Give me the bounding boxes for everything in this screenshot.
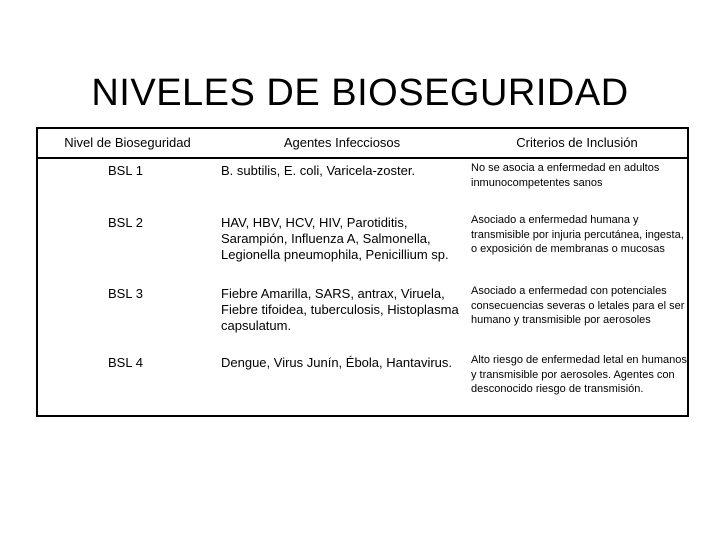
table-row-bsl1 (37, 158, 688, 211)
agents-cell: Fiebre Amarilla, SARS, antrax, Viruela, Fiebre tifoidea, tuberculosis, Histoplasma capsulatum. (221, 286, 459, 333)
header-agents: Agentes Infecciosos (217, 128, 467, 158)
criteria-cell: No se asocia a enfermedad en adultos inmunocompetentes sanos (471, 162, 660, 189)
agents-cell: Dengue, Virus Junín, Ébola, Hantavirus. (221, 355, 453, 370)
table-row-bsl4 (37, 351, 688, 416)
criteria-cell: Asociado a enfermedad humana y transmisible por injuria percutánea, ingesta, o exposición de membranas o mucosas (471, 214, 684, 255)
level-cell: BSL 1 (108, 163, 143, 178)
table-row-bsl2 (37, 211, 688, 282)
level-cell: BSL 4 (108, 355, 143, 370)
agents-cell: HAV, HBV, HCV, HIV, Parotiditis, Sarampión, Influenza A, Salmonella, Legionella pneumophila, Penicillium sp. (221, 215, 449, 262)
table-row-bsl3 (37, 282, 688, 351)
level-cell: BSL 2 (108, 215, 143, 230)
criteria-cell: Asociado a enfermedad con potenciales consecuencias severas o letales para el ser humano y transmisible por aerosoles (471, 285, 685, 326)
agents-cell: B. subtilis, E. coli, Varicela-zoster. (221, 163, 416, 178)
slide-title: NIVELES DE BIOSEGURIDAD (91, 72, 629, 115)
header-level: Nivel de Bioseguridad (37, 128, 217, 158)
header-criteria: Criterios de Inclusión (467, 128, 688, 158)
biosafety-table (36, 127, 689, 417)
criteria-cell: Alto riesgo de enfermedad letal en humanos y transmisible por aerosoles. Agentes con desconocido riesgo de transmisión. (471, 354, 687, 395)
level-cell: BSL 3 (108, 286, 143, 301)
table-header-row (37, 128, 688, 158)
